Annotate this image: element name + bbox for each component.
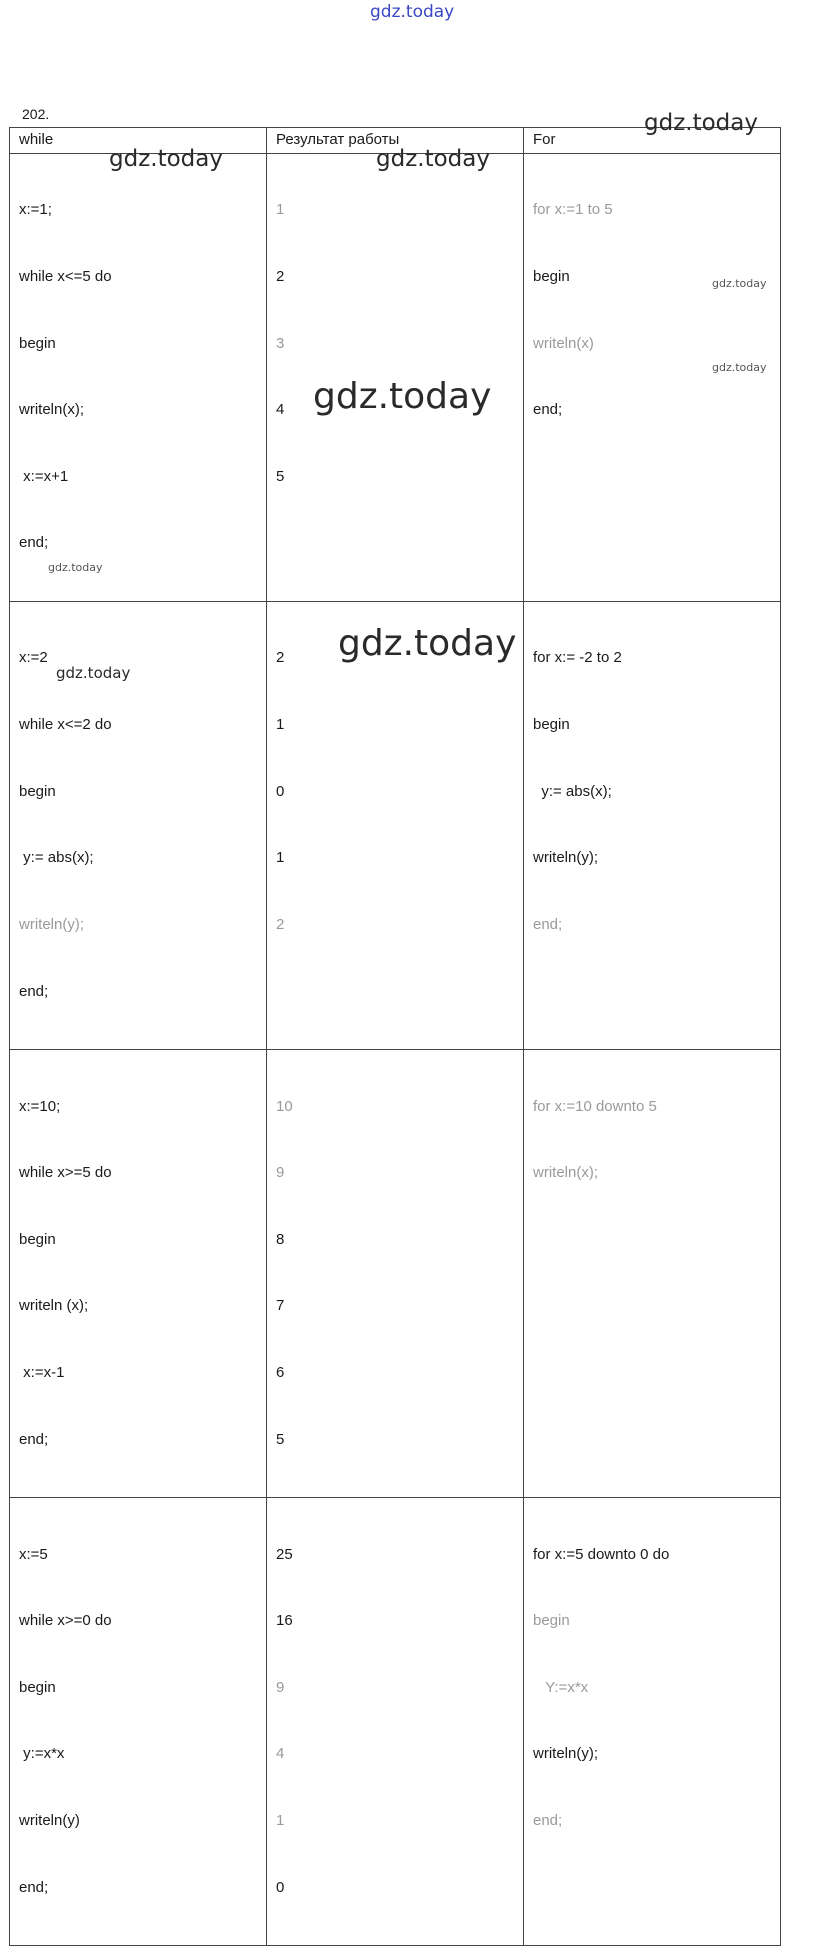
while-code-cell <box>10 602 267 1050</box>
code-line: end; <box>533 915 563 933</box>
code-line: end; <box>533 401 563 419</box>
code-line: begin <box>19 782 56 800</box>
result-value: 25 <box>276 1545 293 1563</box>
code-line: y:= abs(x); <box>533 782 612 800</box>
code-line: end; <box>533 1812 563 1830</box>
for-code-cell <box>524 1498 781 1946</box>
code-line: end; <box>19 982 49 1000</box>
code-line: Y:=x*x <box>533 1678 589 1696</box>
code-line: x:=x+1 <box>19 467 69 485</box>
while-code-cell <box>10 1050 267 1498</box>
column-header-result: Результат работы <box>267 128 524 154</box>
table-row <box>10 1050 781 1498</box>
code-line: begin <box>19 1230 56 1248</box>
code-line: writeln(x); <box>19 401 85 419</box>
for-code-cell <box>524 602 781 1050</box>
result-value: 5 <box>276 467 285 485</box>
result-value: 9 <box>276 1678 285 1696</box>
code-line: begin <box>19 1678 56 1696</box>
watermark-top: gdz.today <box>370 2 455 22</box>
table-row <box>10 602 781 1050</box>
result-cell <box>267 602 524 1050</box>
code-line: x:=10; <box>19 1097 61 1115</box>
code-line: begin <box>533 716 570 734</box>
code-line: end; <box>19 534 49 552</box>
result-value: 1 <box>276 716 285 734</box>
watermark: gdz.today <box>56 664 131 682</box>
result-value: 2 <box>276 649 285 667</box>
result-value: 1 <box>276 201 285 219</box>
code-line: begin <box>533 1612 570 1630</box>
result-cell <box>267 154 524 602</box>
result-value: 5 <box>276 1430 285 1448</box>
for-code-cell <box>524 1050 781 1498</box>
code-comparison-table <box>9 127 781 1946</box>
watermark: gdz.today <box>712 277 767 290</box>
code-line: writeln(x) <box>533 334 594 352</box>
watermark: gdz.today <box>109 146 223 172</box>
for-code-cell <box>524 154 781 602</box>
result-value: 6 <box>276 1363 285 1381</box>
code-line: writeln(y); <box>533 1745 599 1763</box>
code-line: x:=1; <box>19 201 52 219</box>
code-line: writeln(y); <box>533 849 599 867</box>
code-line: writeln(y) <box>19 1812 80 1830</box>
code-line: x:=2 <box>19 649 48 667</box>
code-line: writeln(x); <box>533 1164 599 1182</box>
code-line: x:=x-1 <box>19 1363 65 1381</box>
code-line: x:=5 <box>19 1545 48 1563</box>
code-line: for x:=5 downto 0 do <box>533 1545 670 1563</box>
task-number: 202. <box>22 106 50 122</box>
code-line: while x>=0 do <box>19 1612 112 1630</box>
watermark: gdz.today <box>313 376 492 417</box>
code-line: end; <box>19 1430 49 1448</box>
result-cell <box>267 1498 524 1946</box>
result-value: 4 <box>276 401 285 419</box>
result-value: 16 <box>276 1612 293 1630</box>
code-line: writeln (x); <box>19 1297 89 1315</box>
result-value: 3 <box>276 334 285 352</box>
column-header-while: while <box>10 128 267 154</box>
column-header-for: For <box>524 128 781 154</box>
code-line: while x<=5 do <box>19 268 112 286</box>
code-line: for x:=10 downto 5 <box>533 1097 657 1115</box>
while-code-cell <box>10 1498 267 1946</box>
code-line: y:= abs(x); <box>19 849 94 867</box>
code-line: end; <box>19 1878 49 1896</box>
watermark: gdz.today <box>338 623 517 664</box>
code-line: for x:=1 to 5 <box>533 201 613 219</box>
while-code-cell <box>10 154 267 602</box>
result-value: 1 <box>276 849 285 867</box>
table-row <box>10 154 781 602</box>
result-value: 1 <box>276 1812 285 1830</box>
code-line: y:=x*x <box>19 1745 65 1763</box>
result-value: 8 <box>276 1230 285 1248</box>
result-cell <box>267 1050 524 1498</box>
result-value: 0 <box>276 782 285 800</box>
result-value: 4 <box>276 1745 285 1763</box>
header-row <box>10 128 781 154</box>
result-value: 2 <box>276 268 285 286</box>
result-value: 10 <box>276 1097 293 1115</box>
code-line: while x>=5 do <box>19 1164 112 1182</box>
code-line: while x<=2 do <box>19 716 112 734</box>
watermark: gdz.today <box>644 110 758 136</box>
watermark: gdz.today <box>376 146 490 172</box>
watermark: gdz.today <box>712 361 767 374</box>
result-value: 2 <box>276 915 285 933</box>
result-value: 7 <box>276 1297 285 1315</box>
result-value: 0 <box>276 1878 285 1896</box>
result-value: 9 <box>276 1164 285 1182</box>
code-line: writeln(y); <box>19 915 85 933</box>
table-row <box>10 1498 781 1946</box>
watermark: gdz.today <box>48 561 103 574</box>
code-line: for x:= -2 to 2 <box>533 649 622 667</box>
code-line: begin <box>19 334 56 352</box>
code-line: begin <box>533 268 570 286</box>
